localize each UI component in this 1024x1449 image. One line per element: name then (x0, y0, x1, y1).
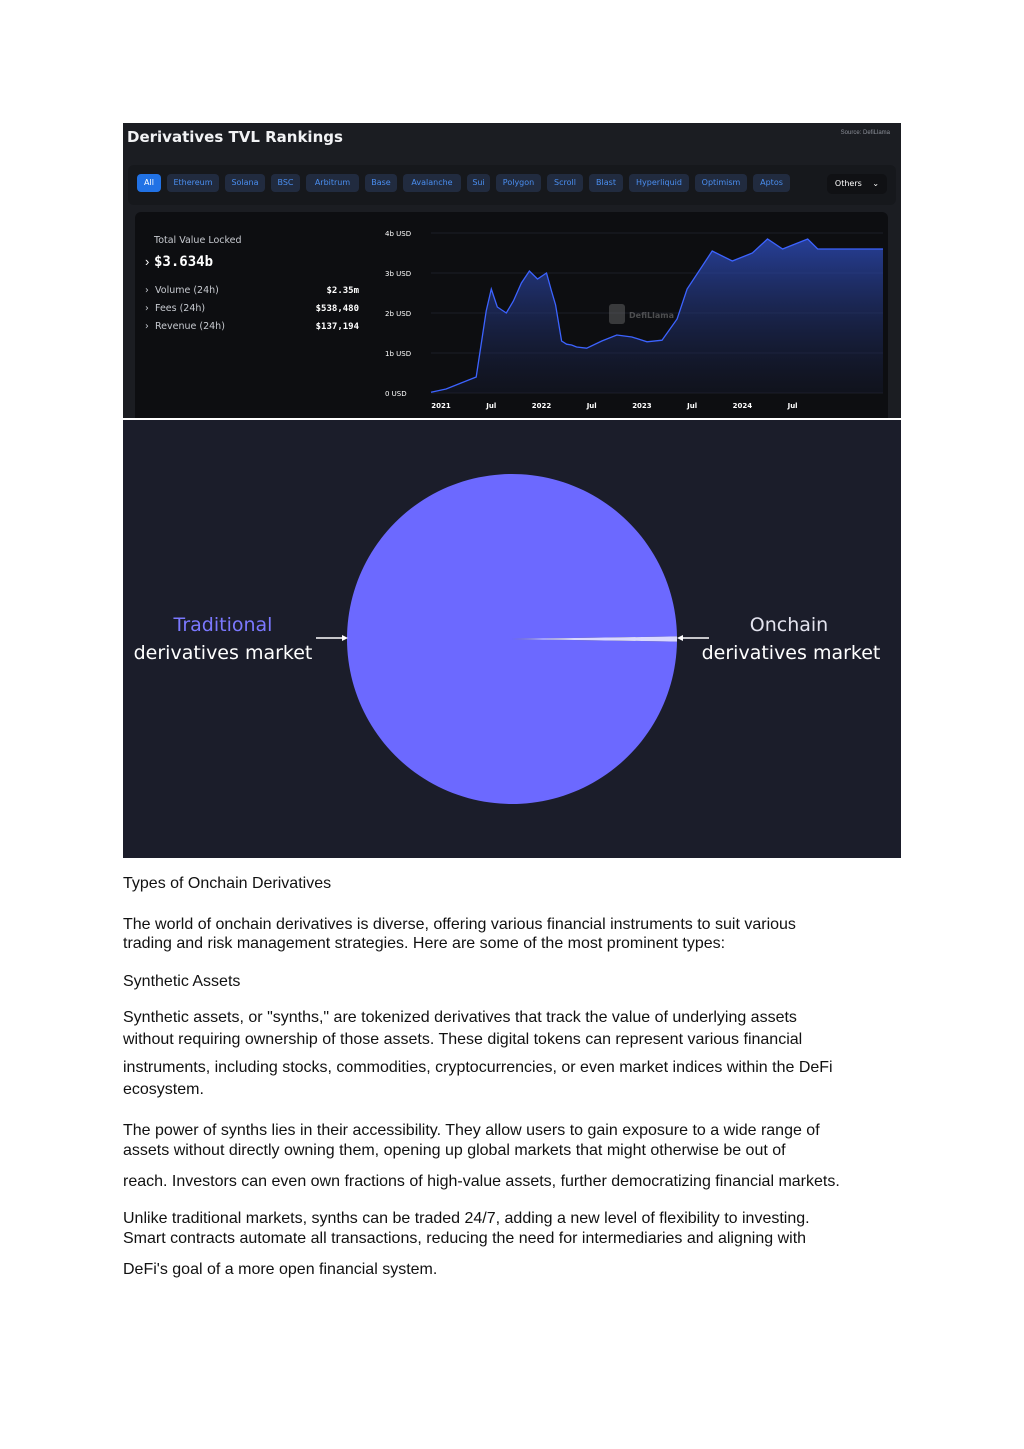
others-dropdown[interactable] (827, 174, 887, 194)
stat-value: $137,194 (315, 322, 359, 332)
chain-chip-blast[interactable]: Blast (589, 174, 623, 192)
others-label: Others (834, 179, 862, 188)
traditional-label-line1: Traditional (173, 614, 273, 636)
watermark-text: DefiLlama (629, 311, 674, 320)
tvl-label: Total Value Locked (154, 235, 242, 246)
tvl-line-chart (135, 212, 888, 418)
onchain-label-line1: Onchain (749, 614, 829, 636)
chain-chip-arbitrum[interactable]: Arbitrum (306, 174, 359, 192)
y-tick-label: 1b USD (385, 350, 412, 358)
chevron-right-icon: › (145, 303, 149, 314)
stat-label: Revenue (24h) (155, 321, 225, 332)
subheading: Synthetic Assets (123, 973, 241, 990)
y-tick-label: 4b USD (385, 230, 412, 238)
stat-label: Fees (24h) (155, 303, 206, 314)
defillama-watermark (609, 304, 674, 324)
chain-chip-all[interactable]: All (137, 174, 161, 192)
x-tick-label: Jul (687, 402, 698, 410)
stat-value: $2.35m (326, 286, 359, 296)
tvl-rankings-panel (123, 123, 901, 418)
x-tick-label: Jul (486, 402, 497, 410)
paragraph-line: reach. Investors can even own fractions of high-value assets, further democratizing financial markets. (123, 1173, 840, 1190)
paragraph-line: DeFi's goal of a more open financial system. (123, 1261, 438, 1278)
paragraph-line: trading and risk management strategies. Here are some of the most prominent types: (123, 935, 726, 952)
x-tick-label: Jul (586, 402, 597, 410)
paragraph-line: assets without directly owning them, opening up global markets that might otherwise be out of (123, 1142, 786, 1159)
onchain-label-line2: derivatives market (701, 642, 881, 664)
stat-value: $538,480 (315, 304, 359, 314)
stat-label: Volume (24h) (155, 285, 219, 296)
panel-title: Derivatives TVL Rankings (127, 128, 343, 146)
chevron-right-icon[interactable]: › (145, 254, 150, 269)
tvl-value: $3.634b (154, 254, 214, 270)
chevron-right-icon: › (145, 285, 149, 296)
traditional-label-line2: derivatives market (133, 642, 313, 664)
paragraph-line: Synthetic assets, or "synths," are tokenized derivatives that track the value of underlying assets (123, 1009, 797, 1026)
chain-chip-polygon[interactable]: Polygon (496, 174, 541, 192)
chevron-right-icon: › (145, 321, 149, 332)
x-tick-label: 2022 (531, 402, 552, 410)
paragraph-line: Unlike traditional markets, synths can be traded 24/7, adding a new level of flexibility to investing. (123, 1210, 810, 1227)
paragraph-line: Smart contracts automate all transactions, reducing the need for intermediaries and aligning with (123, 1230, 807, 1247)
chain-filter-bar (128, 165, 896, 205)
y-tick-label: 0 USD (385, 390, 407, 398)
x-tick-label: 2024 (732, 402, 753, 410)
chain-chip-sui[interactable]: Sui (467, 174, 490, 192)
paragraph-line: The world of onchain derivatives is diverse, offering various financial instruments to suit various (123, 916, 796, 933)
tvl-chart-area (135, 212, 888, 418)
y-tick-label: 2b USD (385, 310, 412, 318)
chain-chip-aptos[interactable]: Aptos (753, 174, 790, 192)
paragraph-line: ecosystem. (123, 1081, 204, 1098)
chain-chip-scroll[interactable]: Scroll (547, 174, 583, 192)
chain-chip-hyperliquid[interactable]: Hyperliquid (629, 174, 689, 192)
source-note: Source: DefiLlama (840, 130, 890, 136)
x-tick-label: 2023 (632, 402, 652, 410)
paragraph-line: without requiring ownership of those assets. These digital tokens can represent various financial (123, 1031, 803, 1048)
market-pie-chart (123, 420, 901, 858)
chain-chip-base[interactable]: Base (365, 174, 397, 192)
x-tick-label: Jul (787, 402, 798, 410)
right-arrow-head (677, 635, 683, 641)
chevron-down-icon: ⌄ (872, 179, 880, 188)
chain-chip-optimism[interactable]: Optimism (695, 174, 747, 192)
chain-chip-avalanche[interactable]: Avalanche (403, 174, 461, 192)
y-tick-label: 3b USD (385, 270, 412, 278)
paragraph-line: instruments, including stocks, commodities, cryptocurrencies, or even market indices within the DeFi (123, 1059, 833, 1076)
paragraph-line: The power of synths lies in their accessibility. They allow users to gain exposure to a wide range of (123, 1122, 820, 1139)
section-heading: Types of Onchain Derivatives (123, 875, 332, 892)
market-comparison-panel (123, 420, 901, 858)
chain-chip-bsc[interactable]: BSC (271, 174, 300, 192)
x-tick-label: 2021 (431, 402, 451, 410)
chain-chip-solana[interactable]: Solana (225, 174, 265, 192)
chain-chip-ethereum[interactable]: Ethereum (167, 174, 219, 192)
